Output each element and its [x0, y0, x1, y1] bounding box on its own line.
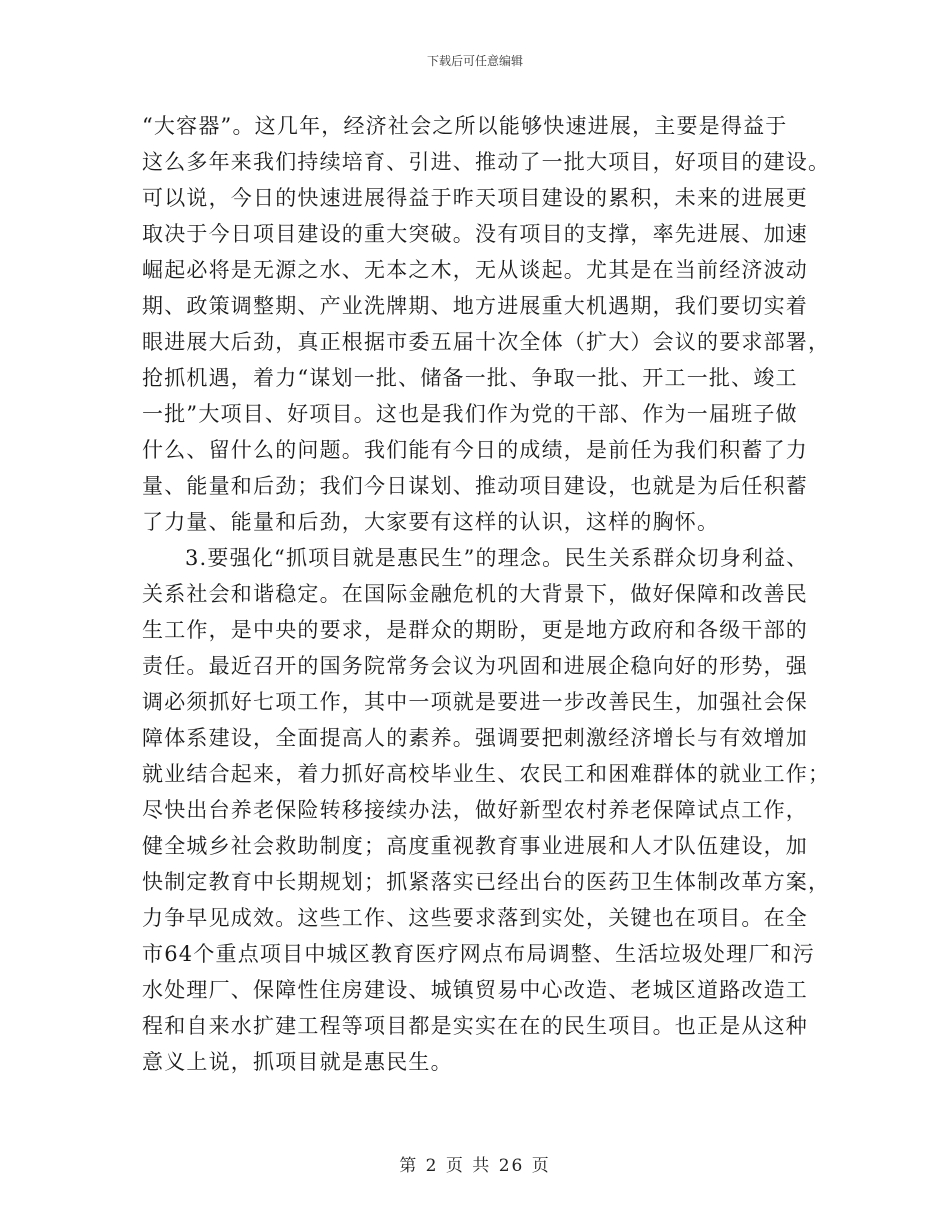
page-footer: 第 2 页 共 26 页: [399, 1156, 551, 1176]
text-line: 责任。最近召开的国务院常务会议为巩固和进展企稳向好的形势，强: [142, 654, 808, 678]
paragraph-start-line: 3.要强化“抓项目就是惠民生”的理念。民生关系群众切身利益、: [185, 546, 809, 570]
text-line: 期、政策调整期、产业洗牌期、地方进展重大机遇期，我们要切实着: [142, 294, 808, 318]
text-line: “大容器”。这几年，经济社会之所以能够快速进展，主要是得益于: [142, 114, 788, 138]
text-line: 生工作，是中央的要求，是群众的期盼，更是地方政府和各级干部的: [142, 618, 808, 642]
text-line: 崛起必将是无源之水、无本之木，无从谈起。尤其是在当前经济波动: [142, 258, 808, 282]
text-line: 了力量、能量和后劲，大家要有这样的认识，这样的胸怀。: [142, 510, 720, 534]
text-line: 快制定教育中长期规划；抓紧落实已经出台的医药卫生体制改革方案，: [142, 870, 831, 894]
text-line: 尽快出台养老保险转移接续办法，做好新型农村养老保障试点工作，: [142, 798, 808, 822]
text-line: 就业结合起来，着力抓好高校毕业生、农民工和困难群体的就业工作；: [142, 762, 831, 786]
text-line: 量、能量和后劲；我们今日谋划、推动项目建设，也就是为后任积蓄: [142, 474, 808, 498]
text-line: 抢抓机遇，着力“谋划一批、储备一批、争取一批、开工一批、竣工: [142, 366, 798, 390]
text-line: 取决于今日项目建设的重大突破。没有项目的支撑，率先进展、加速: [142, 222, 808, 246]
text-line: 意义上说，抓项目就是惠民生。: [142, 1050, 453, 1074]
text-line: 市64个重点项目中城区教育医疗网点布局调整、生活垃圾处理厂和污: [142, 942, 815, 966]
text-line: 力争早见成效。这些工作、这些要求落到实处，关键也在项目。在全: [142, 906, 808, 930]
text-line: 程和自来水扩建工程等项目都是实实在在的民生项目。也正是从这种: [142, 1014, 808, 1038]
text-line: 一批”大项目、好项目。这也是我们作为党的干部、作为一届班子做: [142, 402, 798, 426]
text-line: 调必须抓好七项工作，其中一项就是要进一步改善民生，加强社会保: [142, 690, 808, 714]
text-line: 障体系建设，全面提高人的素养。强调要把刺激经济增长与有效增加: [142, 726, 808, 750]
text-line: 关系社会和谐稳定。在国际金融危机的大背景下，做好保障和改善民: [142, 582, 808, 606]
text-line: 可以说，今日的快速进展得益于昨天项目建设的累积，未来的进展更: [142, 186, 808, 210]
text-line: 水处理厂、保障性住房建设、城镇贸易中心改造、老城区道路改造工: [142, 978, 808, 1002]
page-header: 下载后可任意编辑: [426, 54, 523, 68]
text-line: 眼进展大后劲，真正根据市委五届十次全体（扩大）会议的要求部署，: [142, 330, 831, 354]
text-line: 什么、留什么的问题。我们能有今日的成绩，是前任为我们积蓄了力: [142, 438, 808, 462]
text-line: 这么多年来我们持续培育、引进、推动了一批大项目，好项目的建设。: [142, 150, 831, 174]
text-line: 健全城乡社会救助制度；高度重视教育事业进展和人才队伍建设，加: [142, 834, 808, 858]
